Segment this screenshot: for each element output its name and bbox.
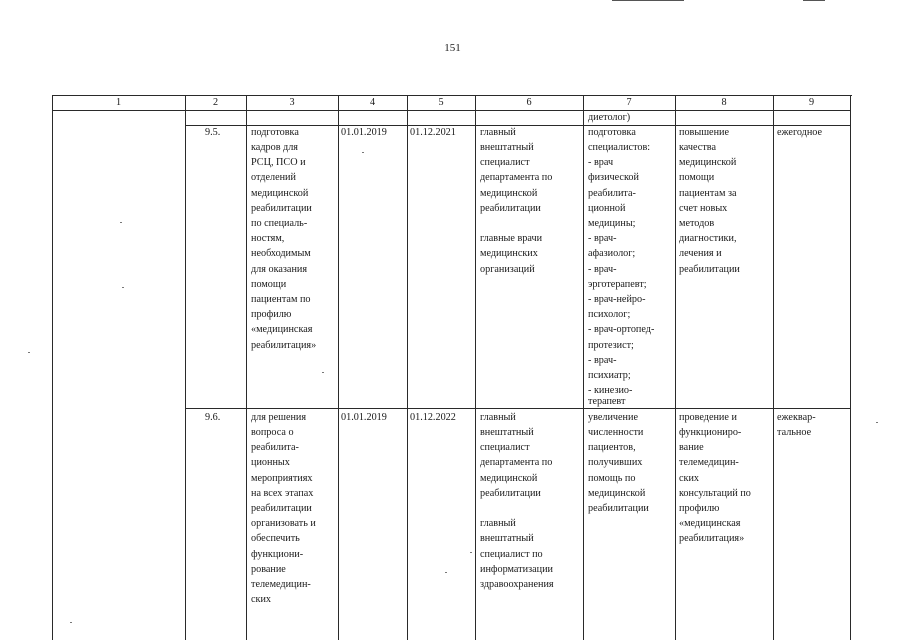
header-col-3: 3: [289, 97, 295, 108]
end-date: 01.12.2022: [410, 412, 456, 423]
row-number: 9.5.: [205, 127, 221, 138]
header-col-5: 5: [438, 97, 444, 108]
page-number: 151: [444, 42, 461, 54]
header-col-2: 2: [212, 97, 219, 108]
header-col-7: 7: [626, 97, 632, 108]
header-col-1: 1: [115, 97, 122, 108]
periodicity: ежегодное: [777, 127, 823, 138]
end-date: 01.12.2021: [410, 127, 456, 138]
header-col-4: 4: [369, 97, 376, 108]
row-number: 9.6.: [205, 412, 221, 423]
header-col-8: 8: [721, 97, 727, 108]
top-margin-line-1: [612, 0, 684, 1]
header-col-6: 6: [526, 97, 532, 108]
start-date: 01.01.2019: [341, 127, 387, 138]
header-col-9: 9: [808, 97, 815, 108]
top-margin-line-2: [803, 0, 825, 1]
continuation-cell-text: диетолог): [588, 112, 631, 123]
start-date: 01.01.2019: [341, 412, 387, 423]
